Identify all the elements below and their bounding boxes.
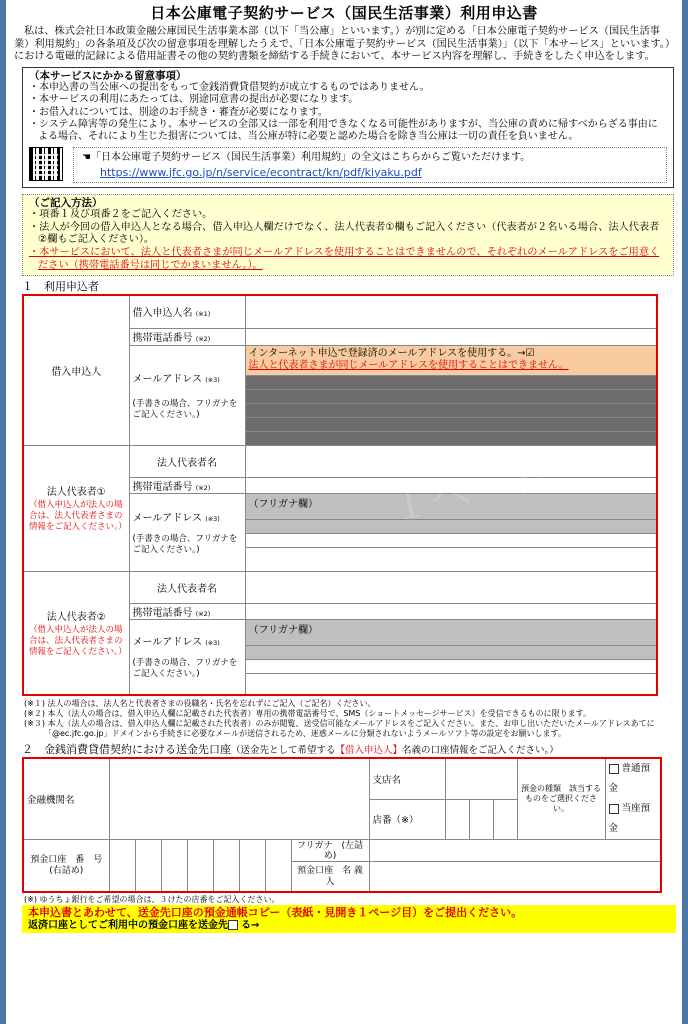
- rep2-email-field[interactable]: [245, 673, 657, 695]
- notes-item: ・本サービスの利用にあたっては、別途同意書の提出が必要になります。: [29, 94, 359, 106]
- footnote: (※３) 本人（法人の場合は、借入申込人欄に記載された代表者）のみが閲覧、送受信可能なメールアドレスをご記入ください。また、お申し出いただいたメールアドレスあてに「@ec.jfc.go.jp」ドメインから手続きに必要なメールが送信されるため、迷惑メールに分類されないようメールソフト等の設定をお願いします。: [24, 718, 655, 738]
- applicant-phone-label: 携帯電話番号 (※2): [129, 328, 245, 345]
- applicant-email-field[interactable]: [245, 403, 657, 417]
- applicant-phone-field[interactable]: [245, 328, 657, 345]
- bank-name-field[interactable]: [109, 758, 369, 840]
- current-checkbox[interactable]: [609, 804, 619, 814]
- rep1-email-field[interactable]: [245, 547, 657, 571]
- applicant-table: [22, 294, 658, 696]
- applicant-email-label: メールアドレス (※3) (手書きの場合、フリガナをご記入ください。): [129, 345, 245, 445]
- ordinary-deposit-option[interactable]: 普通預金: [608, 763, 651, 795]
- rep1-name-field[interactable]: [245, 445, 657, 477]
- rep1-email-field[interactable]: [245, 519, 657, 533]
- applicant-email-field[interactable]: [245, 431, 657, 445]
- account-digit[interactable]: [109, 840, 135, 892]
- branch-name-label: 支店名: [369, 758, 445, 799]
- rep2-email-field[interactable]: [245, 659, 657, 673]
- qr-code-icon[interactable]: [29, 147, 63, 181]
- applicant-email-field[interactable]: [245, 417, 657, 431]
- bank-account-table: [22, 757, 662, 893]
- rep2-email-label: メールアドレス (※3) (手書きの場合、フリガナをご記入ください。): [129, 619, 245, 695]
- rep2-head: 法人代表者② （借入申込人が法人の場合は、法人代表者さまの情報をご記入ください。）: [23, 571, 129, 695]
- terms-link-row: [29, 147, 667, 183]
- footnote: (※２) 本人（法人の場合は、借入申込人欄に記載された代表者）専用の携帯電話番号で、SMS（ショートメッセージサービス）を受信できるものに限ります。: [24, 708, 592, 718]
- notes-item: ・本申込書の当公庫への提出をもって金銭消費貸借契約が成立するものではありません。: [29, 82, 430, 94]
- applicant-email-field[interactable]: [245, 375, 657, 389]
- account-digit[interactable]: [161, 840, 187, 892]
- rep1-phone-field[interactable]: [245, 477, 657, 493]
- branch-name-field[interactable]: [445, 758, 517, 799]
- applicant-name-field[interactable]: [245, 295, 657, 328]
- branch-number-label: 店番（※）: [369, 799, 445, 840]
- application-form-page: [6, 0, 682, 1024]
- instructions-warning: ・本サービスにおいて、法人と代表者さまが同じメールアドレスを使用することはできませんので、それぞれのメールアドレスをご用意ください（携帯電話番号は同じでかまいません。）。: [29, 246, 660, 271]
- applicant-name-label: 借入申込人名 (※1): [129, 295, 245, 328]
- bank-name-label: 金融機関名: [23, 758, 109, 840]
- deposit-type-label: 預金の種類 該当するものをご選択ください。: [517, 758, 605, 840]
- notes-item: ・お借入れについては、別途のお手続き・審査が必要になります。: [29, 106, 328, 118]
- applicant-head: 借入申込人: [23, 295, 129, 445]
- instructions-item: ・項番１及び項番２をご記入ください。: [29, 209, 213, 221]
- instructions-box: [22, 194, 674, 277]
- repayment-account-note: 返済口座としてご利用中の預金口座を送金先 る→: [28, 919, 260, 931]
- holder-name-field[interactable]: [369, 862, 661, 892]
- branch-number-digit[interactable]: [493, 799, 517, 840]
- intro-paragraph: 私は、株式会社日本政策金融公庫国民生活事業本部（以下「当公庫」といいます。）が別に定める「日本公庫電子契約サービス（国民生活事業）利用規約」の各条項及び次の留意事項を理解したうえで、「日本公庫電子契約サービス（国民生活事業）」（以下「本サービス」といいます。）における電磁的記録による借用証書その他の契約書類を締結する手続きにおいて、本サービス内容を理解し、手続きをしたく申込をします。: [14, 26, 671, 63]
- page-watermark: １ページ: [383, 449, 557, 532]
- rep2-phone-field[interactable]: [245, 603, 657, 619]
- branch-number-digit[interactable]: [469, 799, 493, 840]
- kana-label: フリガナ (左詰め): [291, 840, 369, 862]
- rep1-email-field[interactable]: [245, 533, 657, 547]
- notes-item: ・システム障害等の発生により、本サービスの全部又は一部を利用できなくなる可能性がありますが、当公庫の責めに帰すべからざる事由による場合、それにより生じた損害については、当公庫が特に必要と認めた場合を除き当公庫は一切の責任を負いません。: [29, 118, 658, 143]
- account-digit[interactable]: [239, 840, 265, 892]
- ordinary-checkbox[interactable]: [609, 764, 619, 774]
- terms-url-link[interactable]: https://www.jfc.go.jp/n/service/econtract/kn/pdf/kiyaku.pdf: [100, 165, 422, 179]
- current-deposit-option[interactable]: 当座預金: [608, 803, 651, 835]
- rep2-email-field[interactable]: [245, 645, 657, 659]
- account-digit[interactable]: [265, 840, 291, 892]
- deposit-type-options: [605, 758, 661, 840]
- submission-notice: 本申込書とあわせて、送金先口座の預金通帳コピー（表紙・見開き１ページ目）をご提出ください。 返済口座としてご利用中の預金口座を送金先 る→: [22, 905, 676, 933]
- internet-email-checkbox[interactable]: ☑: [525, 348, 535, 360]
- branch-number-digit[interactable]: [445, 799, 469, 840]
- footnotes: [24, 699, 670, 738]
- rep1-name-label: 法人代表者名: [129, 445, 245, 477]
- section2-title: ２ 金銭消費貸借契約における送金先口座（送金先として希望する【借入申込人】名義の口座情報をご記入ください。）: [22, 743, 559, 757]
- yucho-note: (※) ゆうちょ銀行をご希望の場合は、３けたの店番をご記入ください。: [24, 894, 280, 904]
- rep1-phone-label: 携帯電話番号 (※2): [129, 477, 245, 493]
- rep1-furigana-field[interactable]: （フリガナ欄）: [245, 493, 657, 519]
- rep2-name-label: 法人代表者名: [129, 571, 245, 603]
- account-digit[interactable]: [187, 840, 213, 892]
- internet-email-option[interactable]: インターネット申込で登録済のメールアドレスを使用する。→☑ 法人と代表者さまが同じメールアドレスを使用することはできません。: [245, 345, 657, 375]
- section1-title: １ 利用申込者: [22, 280, 99, 294]
- instructions-heading: （ご記入方法）: [29, 196, 103, 209]
- rep2-furigana-field[interactable]: （フリガナ欄）: [245, 619, 657, 645]
- rep2-phone-label: 携帯電話番号 (※2): [129, 603, 245, 619]
- holder-kana-field[interactable]: [369, 840, 661, 862]
- account-digit[interactable]: [135, 840, 161, 892]
- terms-link-box: [73, 147, 667, 183]
- applicant-email-field[interactable]: [245, 389, 657, 403]
- rep1-email-label: メールアドレス (※3) (手書きの場合、フリガナをご記入ください。): [129, 493, 245, 571]
- account-digit[interactable]: [213, 840, 239, 892]
- footnote: (※１) 法人の場合は、法人名と代表者さまの役職名・氏名を忘れずにご記入（ご記名）ください。: [24, 699, 376, 709]
- holder-label: 預金口座 名 義 人: [291, 862, 369, 892]
- form-title: 日本公庫電子契約サービス（国民生活事業）利用申込書: [150, 4, 538, 22]
- service-notes-box: [22, 67, 674, 188]
- repayment-checkbox[interactable]: [228, 920, 238, 930]
- rep2-name-field[interactable]: [245, 571, 657, 603]
- same-email-warning: 法人と代表者さまが同じメールアドレスを使用することはできません。: [248, 360, 569, 372]
- instructions-item: ・法人が今回の借入申込人となる場合、借入申込人欄だけでなく、法人代表者①欄もご記入ください（代表者が２名いる場合、法人代表者②欄もご記入ください）。: [29, 221, 660, 246]
- account-number-label: 預金口座 番 号 (右詰め): [23, 840, 109, 892]
- notes-heading: （本サービスにかかる留意事項）: [29, 69, 187, 82]
- terms-link-text: ☚「日本公庫電子契約サービス（国民生活事業）利用規約」の全文はこちらからご覧いただけます。: [82, 151, 531, 163]
- rep1-head: 法人代表者① （借入申込人が法人の場合は、法人代表者さまの情報をご記入ください。）: [23, 445, 129, 571]
